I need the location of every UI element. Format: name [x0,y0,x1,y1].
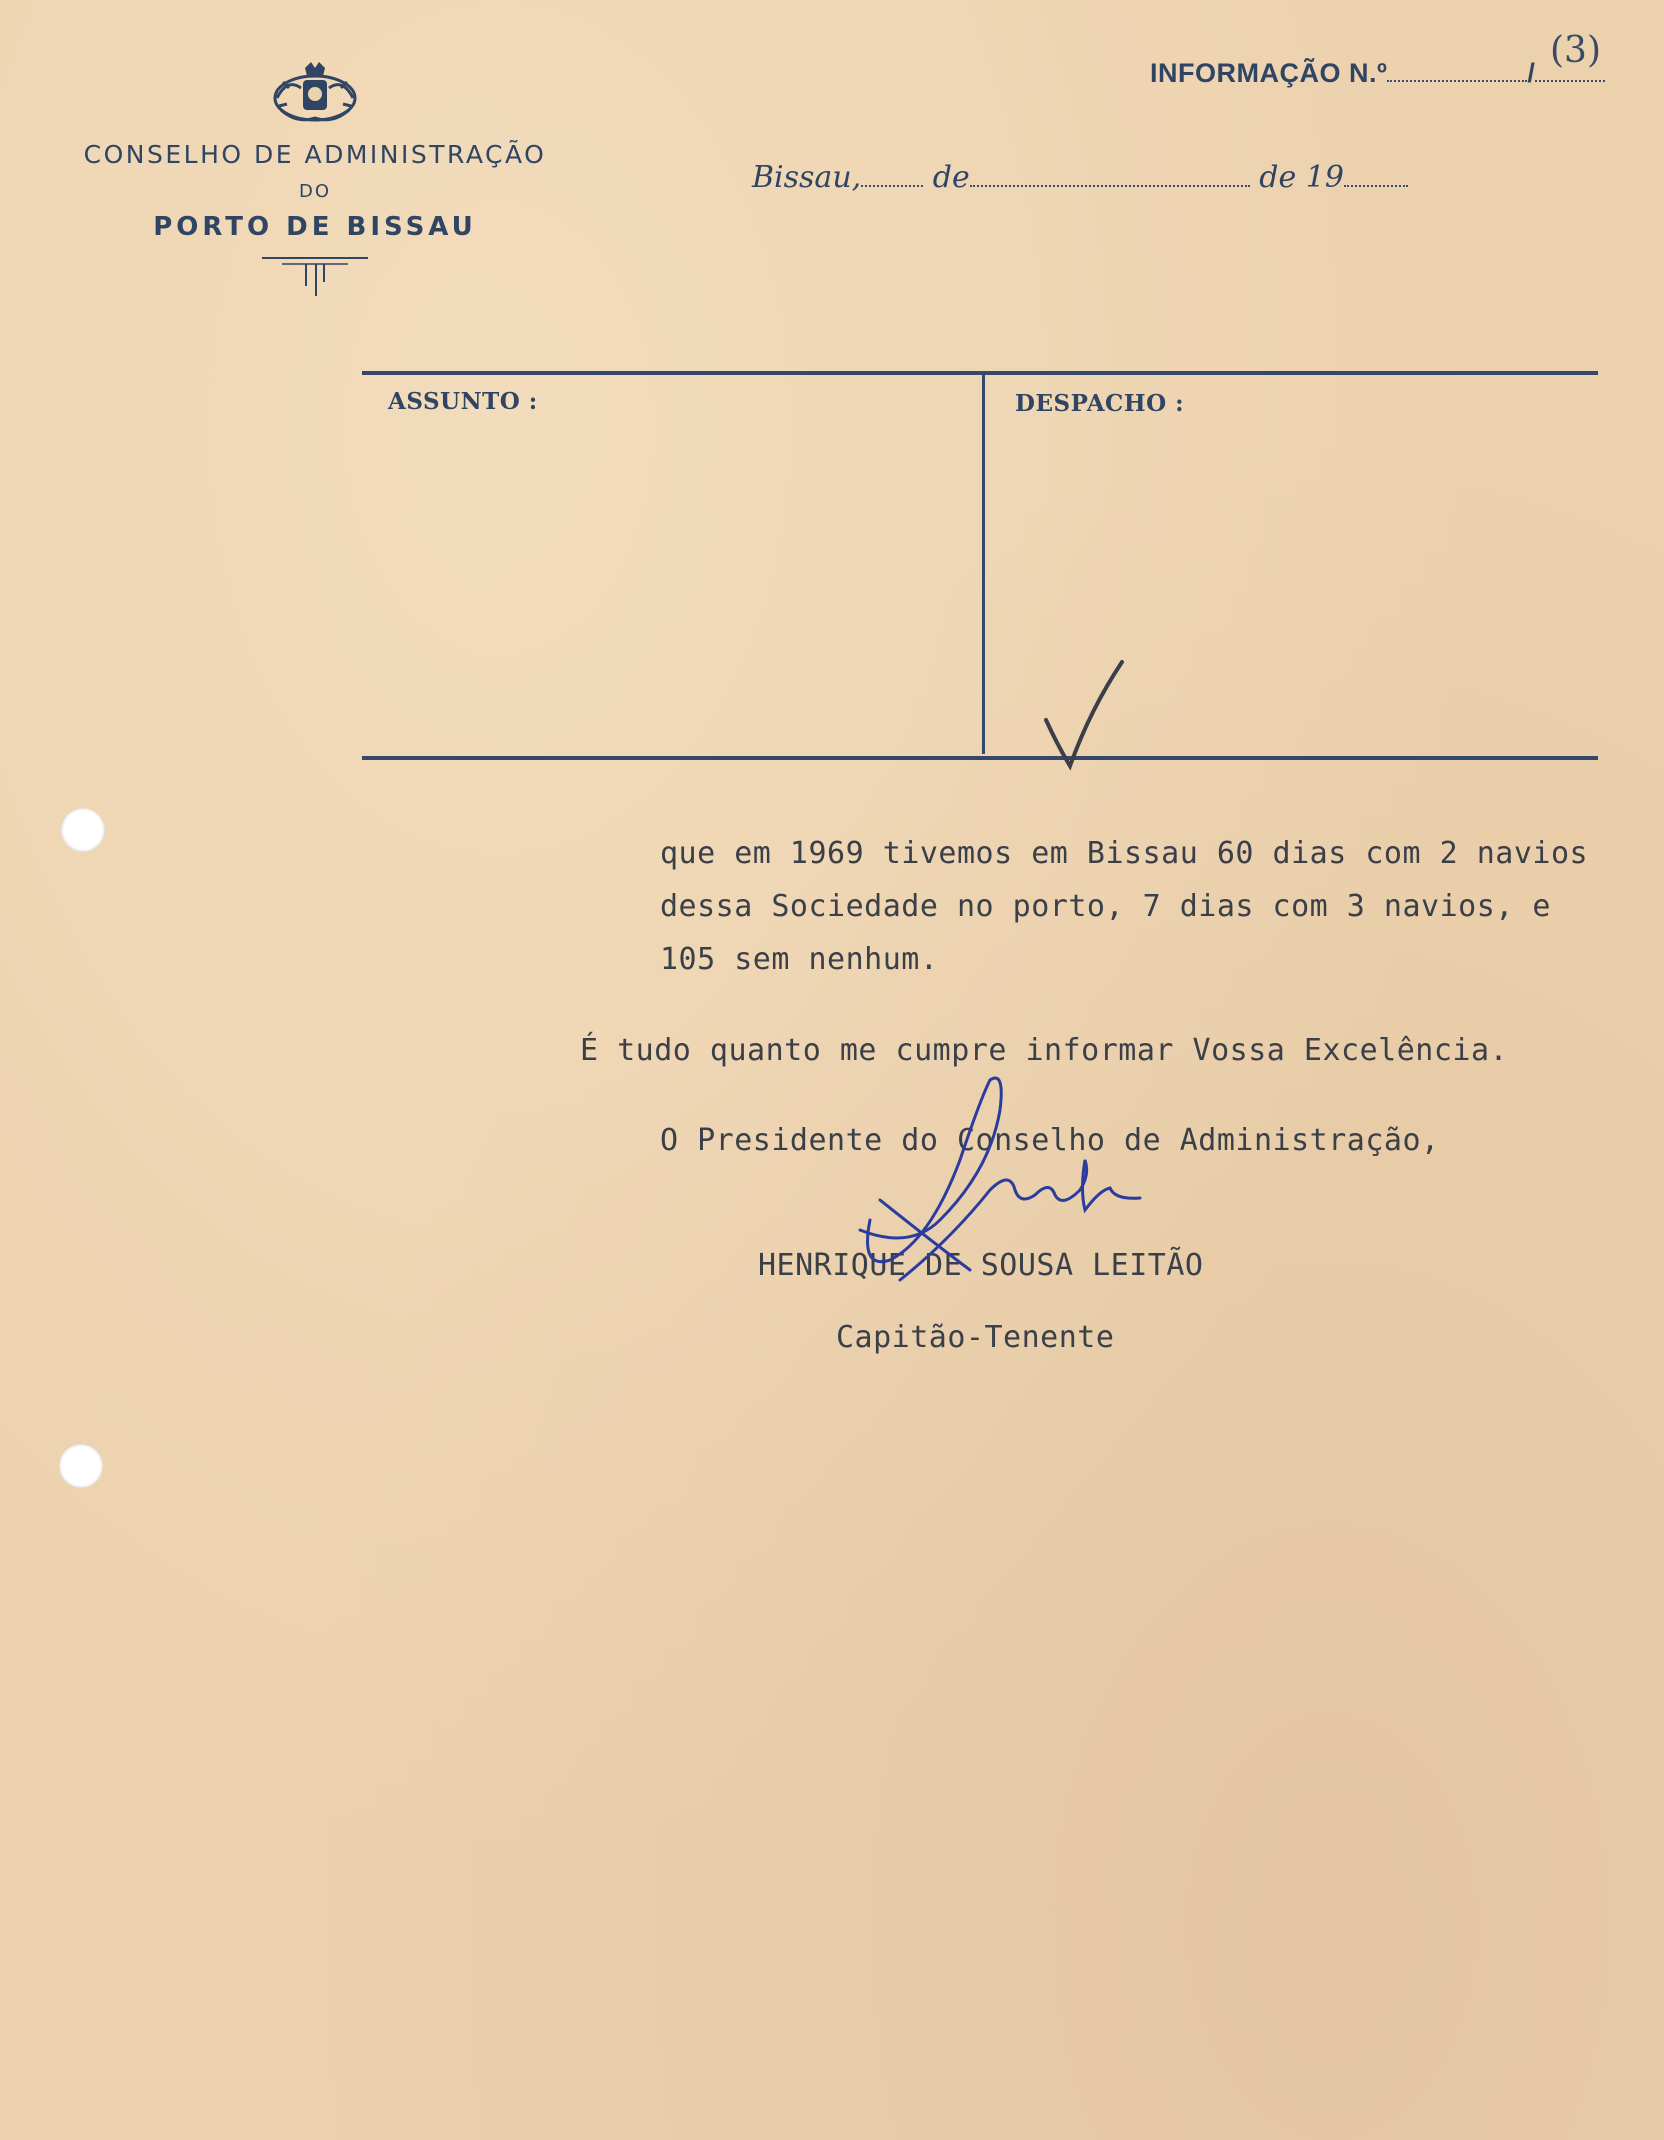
date-de-2: de 19 [1259,160,1344,195]
date-place: Bissau, [752,160,862,195]
info-number-label: INFORMAÇÃO N.º [1150,58,1388,88]
info-number-field [1150,58,1605,89]
form-top-rule [362,371,1598,375]
body-line-3: 105 sem nenhum. [660,942,939,977]
closing-line: É tudo quanto me cumpre informar Vossa Excelência. [580,1033,1509,1068]
anchor-ornament-icon [260,252,370,298]
letterhead [70,58,560,298]
checkmark-icon [1030,650,1130,780]
punch-hole-bottom [59,1444,103,1488]
body-line-1: que em 1969 tivemos em Bissau 60 dias com 2 navios [660,836,1589,871]
assunto-label: ASSUNTO : [388,388,538,415]
despacho-label: DESPACHO : [1015,390,1185,417]
body-line-2: dessa Sociedade no porto, 7 dias com 3 navios, e [660,889,1551,924]
signatory-rank: Capitão-Tenente [836,1320,1115,1355]
letterhead-do: DO [298,181,332,202]
date-de-1: de [932,160,970,195]
date-line [752,160,1408,195]
coat-of-arms-icon [267,58,363,130]
handwritten-signature [840,1070,1160,1300]
signatory-name: HENRIQUE DE SOUSA LEITÃO [758,1248,1204,1283]
form-bottom-rule [362,756,1598,760]
form-divider [982,374,985,754]
info-number-separator: / [1527,58,1536,88]
punch-hole-top [61,808,105,852]
letterhead-port: PORTO DE BISSAU [153,212,477,242]
handwritten-number: (3) [1550,30,1601,71]
signatory-title: O Presidente do Conselho de Administração, [660,1123,1440,1158]
letterhead-council: CONSELHO DE ADMINISTRAÇÃO [83,140,547,169]
